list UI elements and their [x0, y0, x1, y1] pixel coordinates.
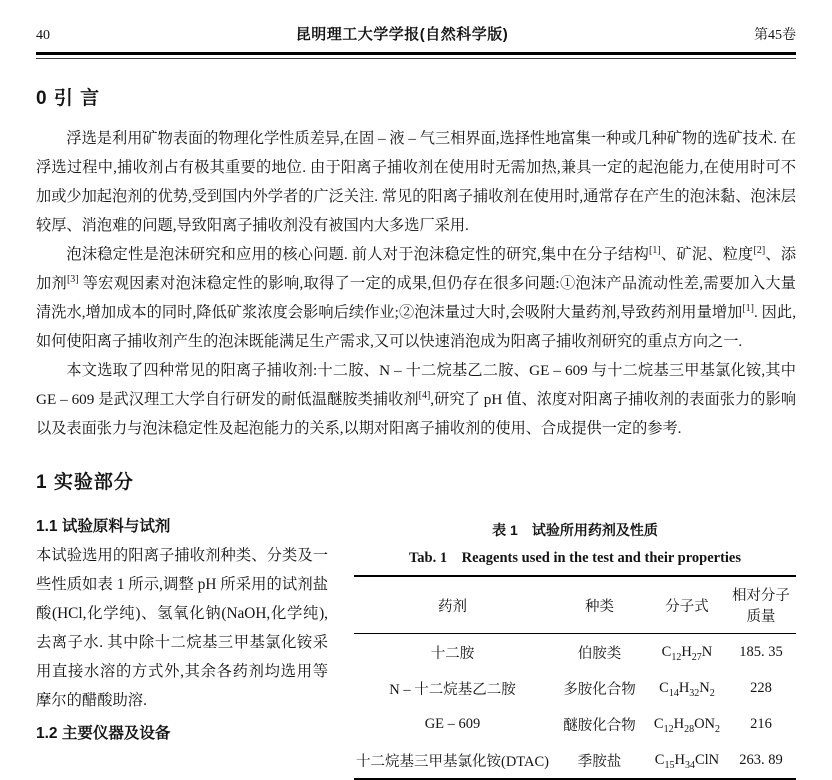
col-header-type: 种类 [551, 576, 648, 634]
right-column [354, 508, 796, 780]
cell-formula: $C_{14}H_{32}N_2$ [659, 679, 715, 699]
intro-paragraph-3: 本文选取了四种常见的阳离子捕收剂:十二胺、N – 十二烷基乙二胺、GE – 609 与十二烷基三甲基氯化铵,其中 GE – 609 是武汉理工大学自行研发的耐低温醚胺类捕收剂[4],研究了 pH 值、浓度对阳离子捕收剂的表面张力的影响以及表面张力与泡沫稳定性及起泡能力的关系,以期对阳离子捕收剂的使用、合成提供一定的参考. [36, 362, 797, 437]
table-row [354, 670, 796, 706]
cell-formula: $C_{15}H_{34}ClN$ [654, 751, 720, 771]
reagents-table [354, 575, 796, 780]
table-row [354, 742, 796, 779]
cell-mw: 216 [750, 715, 772, 732]
page-number: 40 [36, 28, 50, 43]
cell-reagent: 十二烷基三甲基氯化铵(DTAC) [356, 753, 549, 770]
two-column-zone [36, 508, 796, 780]
cell-mw: 263. 89 [739, 751, 783, 768]
cell-type: 季胺盐 [577, 753, 622, 770]
reagents-table-head [354, 576, 796, 634]
page-header [36, 26, 796, 45]
intro-paragraph-2: 泡沫稳定性是泡沫研究和应用的核心问题. 前人对于泡沫稳定性的研究,集中在分子结构[1]、矿泥、粒度[2]、添加剂[3] 等宏观因素对泡沫稳定性的影响,取得了一定的成果,但仍存在很多问题:①泡沫产品流动性差,需要加入大量清洗水,增加成本的同时,降低矿浆浓度会影响后续作业;②泡沫量过大时,会吸附大量药剂,导致药剂用量增加[1]. 因此,如何使阳离子捕收剂产生的泡沫既能满足生产需求,又可以快速消泡成为阳离子捕收剂研究的重点方向之一. [36, 244, 797, 350]
col-header-mw: 相对分子质量 [726, 576, 796, 634]
section-1-heading: 1 实验部分 [36, 472, 134, 493]
cell-type: 伯胺类 [577, 645, 622, 662]
cell-type: 多胺化合物 [563, 681, 636, 698]
cell-mw: 228 [750, 679, 772, 696]
cell-mw: 185. 35 [739, 643, 783, 660]
reagents-table-body [354, 634, 796, 780]
journal-title: 昆明理工大学学报(自然科学版) [295, 26, 509, 43]
section-1-2-heading: 1.2 主要仪器及设备 [36, 725, 171, 742]
col-header-reagent: 药剂 [354, 576, 551, 634]
table-row [354, 634, 796, 671]
cell-reagent: N – 十二烷基乙二胺 [389, 681, 516, 698]
cell-type: 醚胺化合物 [563, 717, 636, 734]
section-1-1-heading: 1.1 试验原料与试剂 [36, 518, 171, 535]
cell-formula: $C_{12}H_{28}ON_2$ [653, 715, 721, 735]
cell-formula: $C_{12}H_{27}N$ [661, 643, 713, 663]
left-column [36, 508, 328, 780]
col-header-formula: 分子式 [648, 576, 726, 634]
section-1-1-body: 本试验选用的阳离子捕收剂种类、分类及一些性质如表 1 所示,调整 pH 所采用的试剂盐酸(HCl,化学纯)、氢氧化钠(NaOH,化学纯),去离子水. 其中除十二烷基三甲基氯化铵采用直接水溶的方式外,其余各药剂均选用等摩尔的醋酸助溶. [36, 547, 328, 709]
header-rule-thin [36, 58, 796, 59]
volume-label: 第45卷 [754, 28, 796, 43]
section-0-heading: 0 引 言 [36, 88, 101, 109]
table-row [354, 706, 796, 742]
cell-reagent: 十二胺 [430, 645, 475, 662]
table-1-title-en: Tab. 1 Reagents used in the test and their properties [408, 550, 742, 566]
table-1-title-cn: 表 1 试验所用药剂及性质 [492, 522, 658, 538]
table-header-row [354, 576, 796, 634]
header-rule-thick [36, 52, 796, 55]
cell-reagent: GE – 609 [424, 715, 481, 732]
intro-paragraph-1: 浮选是利用矿物表面的物理化学性质差异,在固 – 液 – 气三相界面,选择性地富集一种或几种矿物的选矿技术. 在浮选过程中,捕收剂占有极其重要的地位. 由于阳离子捕收剂在使用时无需加热,兼具一定的起泡能力,在使用时可不加或少加起泡剂的优势,受到国内外学者的广泛关注. 常见的阳离子捕收剂在使用时,通常存在产生的泡沫黏、泡沫层较厚、消泡难的问题,导致阳离子捕收剂没有被国内大多选厂采用. [36, 130, 796, 234]
